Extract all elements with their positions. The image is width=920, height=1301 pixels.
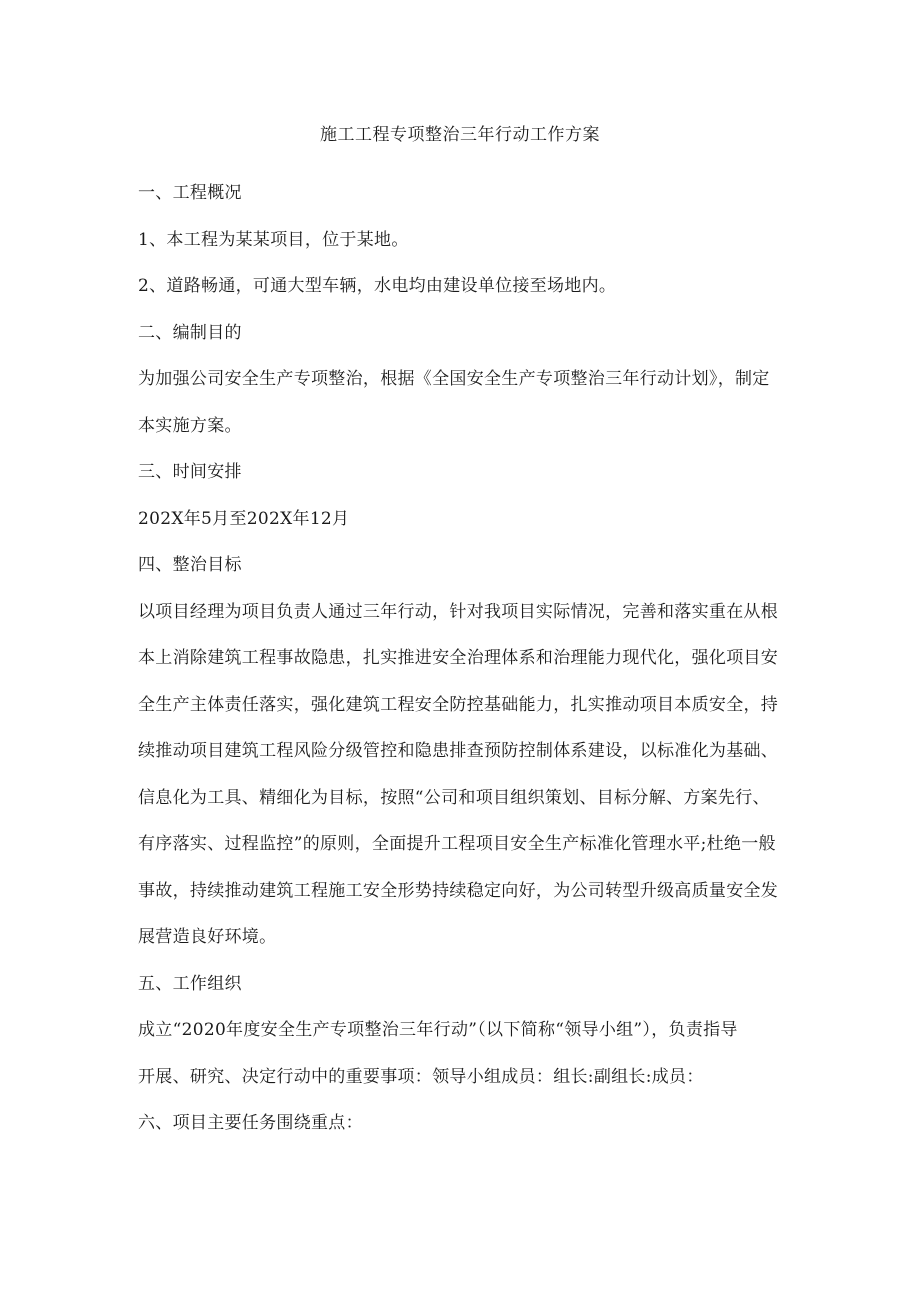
purpose-paragraph [138,356,788,449]
section-heading-schedule: 三、时间安排 [138,462,242,482]
document-title: 施工工程专项整治三年行动工作方案 [320,125,600,145]
paragraph-line: 展营造良好环境。 [138,927,277,947]
organization-paragraph [138,1007,788,1100]
overview-item-2: 2、道路畅通，可通大型车辆，水电均由建设单位接至场地内。 [138,276,617,296]
overview-item-1: 1、本工程为某某项目，位于某地。 [138,229,409,250]
schedule-text: 202X年5月至202X年12月 [138,508,350,529]
paragraph-line: 本上消除建筑工程事故隐患，扎实推进安全治理体系和治理能力现代化，强化项目安 [138,648,779,668]
paragraph-line: 全生产主体责任落实，强化建筑工程安全防控基础能力，扎实推动项目本质安全，持 [138,694,779,715]
section-heading-tasks: 六、项目主要任务围绕重点： [138,1113,363,1133]
section-heading-overview: 一、工程概况 [138,183,242,203]
section-heading-organization: 五、工作组织 [138,973,242,994]
paragraph-line: 本实施方案。 [138,415,242,436]
paragraph-line: 有序落实、过程监控”的原则，全面提升工程项目安全生产标准化管理水平;杜绝一般 [138,834,776,854]
paragraph-line: 成立“2020年度安全生产专项整治三年行动”（以下简称“领导小组”），负责指导 [138,1020,738,1040]
paragraph-line: 开展、研究、决定行动中的重要事项：领导小组成员：组长:副组长:成员： [138,1066,704,1087]
section-heading-goals: 四、整治目标 [138,555,242,575]
paragraph-line: 续推动项目建筑工程风险分级管控和隐患排查预防控制体系建设，以标准化为基础、 [138,741,779,761]
goals-paragraph [138,589,788,961]
paragraph-line: 信息化为工具、精细化为目标，按照“公司和项目组织策划、目标分解、方案先行、 [138,787,770,808]
section-heading-purpose: 二、编制目的 [138,322,242,343]
paragraph-line: 以项目经理为项目负责人通过三年行动，针对我项目实际情况，完善和落实重在从根 [138,601,779,622]
paragraph-line: 为加强公司安全生产专项整治，根据《全国安全生产专项整治三年行动计划》，制定 [138,369,770,389]
document-body [138,170,788,1147]
paragraph-line: 事故，持续推动建筑工程施工安全形势持续稳定向好，为公司转型升级高质量安全发 [138,880,779,901]
